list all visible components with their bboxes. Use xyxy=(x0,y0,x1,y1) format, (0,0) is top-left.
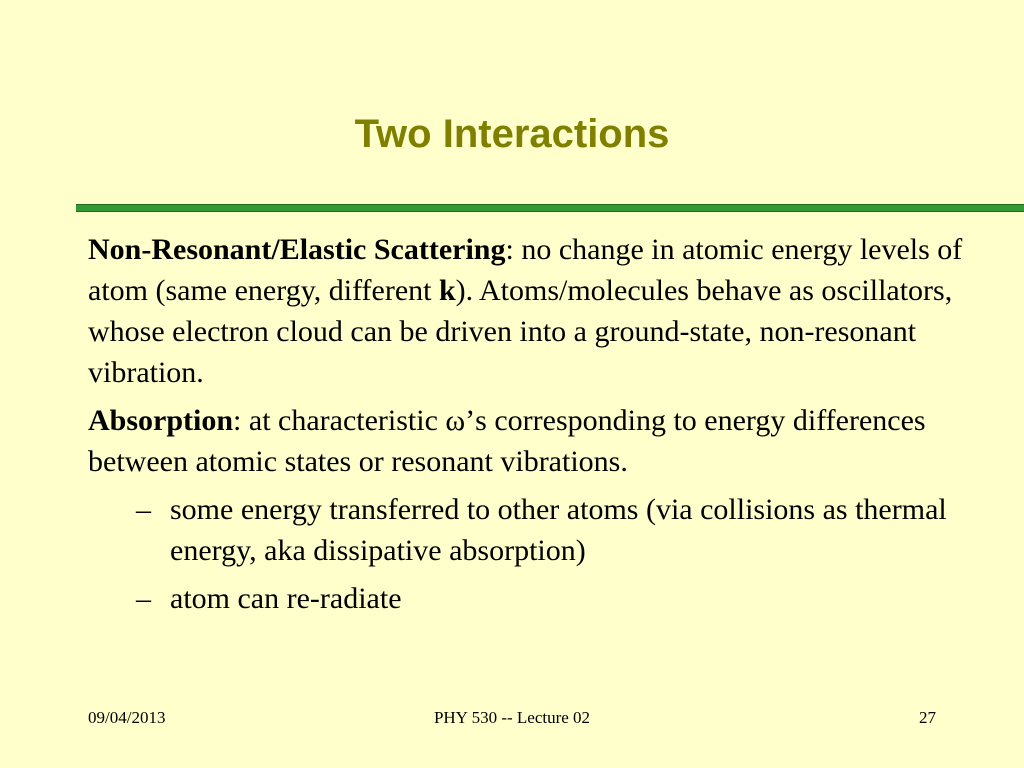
term-elastic-scattering: Non-Resonant/Elastic Scattering xyxy=(88,233,506,266)
bullet-text: atom can re-radiate xyxy=(170,582,402,615)
absorption-text: : at characteristic ω’s corresponding to energy differences between atomic states or resonant vibrations. xyxy=(88,404,926,478)
paragraph-absorption xyxy=(88,400,988,482)
footer-course: PHY 530 -- Lecture 02 xyxy=(433,708,591,727)
wavevector-k: k xyxy=(438,274,456,307)
bullet-dash: – xyxy=(136,493,151,526)
paragraph-elastic-scattering xyxy=(88,229,988,393)
bullet-item xyxy=(88,489,988,571)
footer-date: 09/04/2013 xyxy=(88,708,166,727)
title-divider xyxy=(76,204,1024,212)
bullet-text: some energy transferred to other atoms (via collisions as thermal energy, aka dissipative absorption) xyxy=(170,493,947,567)
page-number: 27 xyxy=(919,708,936,727)
slide-body xyxy=(88,229,988,626)
elastic-scattering-text-a: : no change in atomic energy levels of atom (same energy, different xyxy=(88,233,963,307)
slide-title: Two Interactions xyxy=(354,112,670,156)
bullet-dash: – xyxy=(136,582,151,615)
term-absorption: Absorption xyxy=(88,404,234,437)
elastic-scattering-text-b: ). Atoms/molecules behave as oscillators, whose electron cloud can be driven into a ground-state, non-resonant vibration. xyxy=(88,274,953,389)
bullet-item xyxy=(88,578,988,619)
